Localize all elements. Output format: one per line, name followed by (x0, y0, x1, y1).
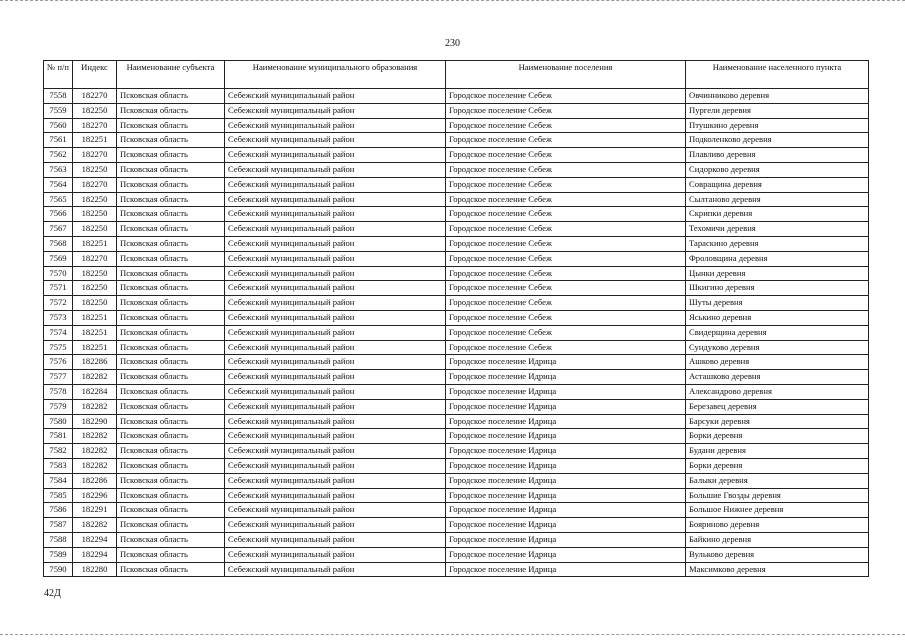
cell-settlement: Городское поселение Себеж (446, 207, 686, 222)
cell-num: 7579 (44, 399, 73, 414)
cell-num: 7569 (44, 251, 73, 266)
cell-locality: Подколенково деревня (686, 133, 869, 148)
cell-num: 7559 (44, 103, 73, 118)
cell-index: 182296 (73, 488, 117, 503)
cell-subject: Псковская область (117, 429, 225, 444)
table-row (44, 547, 869, 562)
cell-index: 182286 (73, 473, 117, 488)
cell-subject: Псковская область (117, 133, 225, 148)
cell-index: 182250 (73, 222, 117, 237)
cell-locality: Березавец деревня (686, 399, 869, 414)
cell-municipality: Себежский муниципальный район (225, 355, 446, 370)
cell-locality: Техомичи деревня (686, 222, 869, 237)
cell-locality: Большое Нижнее деревня (686, 503, 869, 518)
cell-num: 7587 (44, 518, 73, 533)
table-row (44, 488, 869, 503)
cell-locality: Будани деревня (686, 444, 869, 459)
footer-code: 42Д (44, 588, 61, 599)
page-number: 230 (445, 38, 460, 49)
cell-locality: Вульково деревня (686, 547, 869, 562)
cell-subject: Псковская область (117, 399, 225, 414)
cell-municipality: Себежский муниципальный район (225, 236, 446, 251)
cell-settlement: Городское поселение Себеж (446, 162, 686, 177)
table-row (44, 222, 869, 237)
cell-locality: Тараскино деревня (686, 236, 869, 251)
cell-settlement: Городское поселение Себеж (446, 310, 686, 325)
cell-settlement: Городское поселение Себеж (446, 266, 686, 281)
cell-index: 182250 (73, 162, 117, 177)
table-row (44, 429, 869, 444)
table-row (44, 532, 869, 547)
table-row (44, 518, 869, 533)
header-settlement: Наименование поселения (446, 61, 686, 89)
cell-municipality: Себежский муниципальный район (225, 296, 446, 311)
cell-locality: Яськино деревня (686, 310, 869, 325)
cell-settlement: Городское поселение Идрица (446, 414, 686, 429)
cell-settlement: Городское поселение Идрица (446, 384, 686, 399)
cell-locality: Балыки деревня (686, 473, 869, 488)
table-row (44, 251, 869, 266)
cell-municipality: Себежский муниципальный район (225, 222, 446, 237)
cell-settlement: Городское поселение Идрица (446, 503, 686, 518)
table-row (44, 236, 869, 251)
cell-num: 7567 (44, 222, 73, 237)
cell-index: 182251 (73, 325, 117, 340)
cell-subject: Псковская область (117, 296, 225, 311)
cell-municipality: Себежский муниципальный район (225, 192, 446, 207)
cell-locality: Сидорково деревня (686, 162, 869, 177)
cell-locality: Сылтаново деревня (686, 192, 869, 207)
cell-num: 7574 (44, 325, 73, 340)
cell-index: 182250 (73, 192, 117, 207)
header-locality: Наименование населенного пункта (686, 61, 869, 89)
cell-municipality: Себежский муниципальный район (225, 503, 446, 518)
cell-municipality: Себежский муниципальный район (225, 118, 446, 133)
cell-num: 7590 (44, 562, 73, 577)
cell-locality: Барсуки деревня (686, 414, 869, 429)
cell-locality: Асташково деревня (686, 370, 869, 385)
cell-index: 182282 (73, 458, 117, 473)
cell-subject: Псковская область (117, 118, 225, 133)
cell-subject: Псковская область (117, 310, 225, 325)
cell-index: 182282 (73, 429, 117, 444)
scan-edge-bottom (0, 634, 905, 638)
cell-num: 7564 (44, 177, 73, 192)
cell-subject: Псковская область (117, 488, 225, 503)
table-row (44, 177, 869, 192)
cell-num: 7566 (44, 207, 73, 222)
cell-index: 182270 (73, 89, 117, 104)
cell-locality: Пургели деревня (686, 103, 869, 118)
header-subject: Наименование субъекта (117, 61, 225, 89)
cell-subject: Псковская область (117, 414, 225, 429)
cell-index: 182286 (73, 355, 117, 370)
cell-locality: Плавливо деревня (686, 148, 869, 163)
table-row (44, 340, 869, 355)
cell-num: 7581 (44, 429, 73, 444)
table-row (44, 296, 869, 311)
cell-settlement: Городское поселение Идрица (446, 458, 686, 473)
cell-municipality: Себежский муниципальный район (225, 562, 446, 577)
cell-locality: Свидерщина деревня (686, 325, 869, 340)
cell-municipality: Себежский муниципальный район (225, 547, 446, 562)
cell-num: 7576 (44, 355, 73, 370)
cell-subject: Псковская область (117, 162, 225, 177)
table-body (44, 89, 869, 577)
cell-settlement: Городское поселение Идрица (446, 547, 686, 562)
cell-settlement: Городское поселение Себеж (446, 236, 686, 251)
cell-locality: Птушкино деревня (686, 118, 869, 133)
cell-num: 7563 (44, 162, 73, 177)
cell-subject: Псковская область (117, 547, 225, 562)
cell-num: 7572 (44, 296, 73, 311)
cell-municipality: Себежский муниципальный район (225, 458, 446, 473)
cell-municipality: Себежский муниципальный район (225, 444, 446, 459)
cell-locality: Большие Гвозды деревня (686, 488, 869, 503)
cell-subject: Псковская область (117, 370, 225, 385)
cell-settlement: Городское поселение Идрица (446, 429, 686, 444)
cell-subject: Псковская область (117, 355, 225, 370)
cell-locality: Фроловщина деревня (686, 251, 869, 266)
scan-edge-top (0, 0, 905, 4)
cell-index: 182250 (73, 103, 117, 118)
cell-locality: Бояриново деревня (686, 518, 869, 533)
table-row (44, 503, 869, 518)
header-num: № п/п (44, 61, 73, 89)
table-row (44, 384, 869, 399)
cell-settlement: Городское поселение Идрица (446, 355, 686, 370)
cell-subject: Псковская область (117, 458, 225, 473)
cell-municipality: Себежский муниципальный район (225, 518, 446, 533)
cell-municipality: Себежский муниципальный район (225, 429, 446, 444)
cell-num: 7585 (44, 488, 73, 503)
cell-municipality: Себежский муниципальный район (225, 414, 446, 429)
cell-index: 182284 (73, 384, 117, 399)
cell-num: 7558 (44, 89, 73, 104)
cell-num: 7568 (44, 236, 73, 251)
cell-settlement: Городское поселение Себеж (446, 118, 686, 133)
cell-municipality: Себежский муниципальный район (225, 133, 446, 148)
cell-settlement: Городское поселение Идрица (446, 370, 686, 385)
cell-municipality: Себежский муниципальный район (225, 177, 446, 192)
cell-subject: Псковская область (117, 266, 225, 281)
table-row (44, 266, 869, 281)
cell-index: 182251 (73, 310, 117, 325)
cell-subject: Псковская область (117, 281, 225, 296)
cell-municipality: Себежский муниципальный район (225, 325, 446, 340)
cell-municipality: Себежский муниципальный район (225, 340, 446, 355)
cell-settlement: Городское поселение Себеж (446, 325, 686, 340)
cell-num: 7582 (44, 444, 73, 459)
cell-subject: Псковская область (117, 251, 225, 266)
cell-settlement: Городское поселение Идрица (446, 444, 686, 459)
cell-locality: Сундуково деревня (686, 340, 869, 355)
cell-num: 7586 (44, 503, 73, 518)
table-row (44, 325, 869, 340)
cell-index: 182282 (73, 370, 117, 385)
table-row (44, 562, 869, 577)
cell-index: 182291 (73, 503, 117, 518)
table-row (44, 133, 869, 148)
cell-index: 182290 (73, 414, 117, 429)
cell-municipality: Себежский муниципальный район (225, 251, 446, 266)
cell-num: 7571 (44, 281, 73, 296)
cell-num: 7578 (44, 384, 73, 399)
table-row (44, 89, 869, 104)
header-municipality: Наименование муниципального образования (225, 61, 446, 89)
cell-settlement: Городское поселение Себеж (446, 296, 686, 311)
cell-index: 182282 (73, 518, 117, 533)
cell-num: 7589 (44, 547, 73, 562)
cell-subject: Псковская область (117, 444, 225, 459)
cell-locality: Александрово деревня (686, 384, 869, 399)
cell-settlement: Городское поселение Идрица (446, 399, 686, 414)
cell-num: 7588 (44, 532, 73, 547)
cell-settlement: Городское поселение Себеж (446, 340, 686, 355)
cell-subject: Псковская область (117, 148, 225, 163)
cell-num: 7583 (44, 458, 73, 473)
cell-index: 182251 (73, 236, 117, 251)
cell-subject: Псковская область (117, 222, 225, 237)
cell-settlement: Городское поселение Себеж (446, 177, 686, 192)
cell-municipality: Себежский муниципальный район (225, 399, 446, 414)
cell-locality: Шуты деревня (686, 296, 869, 311)
cell-locality: Совращина деревня (686, 177, 869, 192)
cell-municipality: Себежский муниципальный район (225, 310, 446, 325)
cell-settlement: Городское поселение Идрица (446, 562, 686, 577)
cell-num: 7573 (44, 310, 73, 325)
cell-subject: Псковская область (117, 89, 225, 104)
cell-municipality: Себежский муниципальный район (225, 207, 446, 222)
table-row (44, 162, 869, 177)
cell-index: 182294 (73, 532, 117, 547)
cell-locality: Байкино деревня (686, 532, 869, 547)
cell-subject: Псковская область (117, 562, 225, 577)
cell-num: 7560 (44, 118, 73, 133)
cell-municipality: Себежский муниципальный район (225, 89, 446, 104)
table-row (44, 458, 869, 473)
cell-index: 182250 (73, 296, 117, 311)
cell-num: 7575 (44, 340, 73, 355)
cell-subject: Псковская область (117, 503, 225, 518)
cell-municipality: Себежский муниципальный район (225, 384, 446, 399)
cell-locality: Шкигино деревня (686, 281, 869, 296)
cell-municipality: Себежский муниципальный район (225, 103, 446, 118)
cell-index: 182270 (73, 251, 117, 266)
cell-num: 7570 (44, 266, 73, 281)
cell-subject: Псковская область (117, 518, 225, 533)
cell-settlement: Городское поселение Идрица (446, 518, 686, 533)
cell-index: 182282 (73, 444, 117, 459)
cell-municipality: Себежский муниципальный район (225, 488, 446, 503)
cell-locality: Цынки деревня (686, 266, 869, 281)
table-header (44, 61, 869, 89)
cell-municipality: Себежский муниципальный район (225, 473, 446, 488)
cell-municipality: Себежский муниципальный район (225, 532, 446, 547)
cell-settlement: Городское поселение Идрица (446, 473, 686, 488)
table-row (44, 281, 869, 296)
cell-index: 182294 (73, 547, 117, 562)
cell-municipality: Себежский муниципальный район (225, 281, 446, 296)
cell-settlement: Городское поселение Себеж (446, 251, 686, 266)
cell-index: 182282 (73, 399, 117, 414)
cell-locality: Ашково деревня (686, 355, 869, 370)
cell-settlement: Городское поселение Себеж (446, 89, 686, 104)
table-row (44, 355, 869, 370)
table-row (44, 399, 869, 414)
cell-municipality: Себежский муниципальный район (225, 370, 446, 385)
cell-index: 182280 (73, 562, 117, 577)
cell-locality: Борки деревня (686, 429, 869, 444)
cell-subject: Псковская область (117, 473, 225, 488)
cell-num: 7584 (44, 473, 73, 488)
table-row (44, 103, 869, 118)
cell-num: 7562 (44, 148, 73, 163)
cell-locality: Максимково деревня (686, 562, 869, 577)
cell-subject: Псковская область (117, 384, 225, 399)
table-row (44, 207, 869, 222)
cell-subject: Псковская область (117, 532, 225, 547)
header-index: Индекс (73, 61, 117, 89)
table-row (44, 118, 869, 133)
cell-subject: Псковская область (117, 177, 225, 192)
cell-settlement: Городское поселение Себеж (446, 222, 686, 237)
cell-index: 182250 (73, 207, 117, 222)
cell-municipality: Себежский муниципальный район (225, 162, 446, 177)
cell-settlement: Городское поселение Идрица (446, 532, 686, 547)
table-row (44, 370, 869, 385)
cell-subject: Псковская область (117, 325, 225, 340)
cell-locality: Скрипки деревня (686, 207, 869, 222)
cell-num: 7580 (44, 414, 73, 429)
cell-subject: Псковская область (117, 103, 225, 118)
table-row (44, 414, 869, 429)
cell-settlement: Городское поселение Себеж (446, 133, 686, 148)
cell-municipality: Себежский муниципальный район (225, 266, 446, 281)
cell-locality: Овчинниково деревня (686, 89, 869, 104)
table-row (44, 444, 869, 459)
table-row (44, 310, 869, 325)
cell-locality: Борки деревня (686, 458, 869, 473)
cell-index: 182250 (73, 266, 117, 281)
localities-table (43, 60, 869, 577)
cell-subject: Псковская область (117, 192, 225, 207)
cell-subject: Псковская область (117, 207, 225, 222)
cell-settlement: Городское поселение Себеж (446, 281, 686, 296)
header-row (44, 61, 869, 89)
cell-num: 7565 (44, 192, 73, 207)
cell-settlement: Городское поселение Себеж (446, 148, 686, 163)
cell-index: 182250 (73, 281, 117, 296)
cell-index: 182270 (73, 118, 117, 133)
cell-settlement: Городское поселение Себеж (446, 103, 686, 118)
cell-num: 7561 (44, 133, 73, 148)
cell-settlement: Городское поселение Себеж (446, 192, 686, 207)
cell-index: 182270 (73, 148, 117, 163)
table-row (44, 473, 869, 488)
cell-settlement: Городское поселение Идрица (446, 488, 686, 503)
cell-subject: Псковская область (117, 236, 225, 251)
cell-subject: Псковская область (117, 340, 225, 355)
cell-municipality: Себежский муниципальный район (225, 148, 446, 163)
cell-index: 182270 (73, 177, 117, 192)
table-row (44, 148, 869, 163)
cell-index: 182251 (73, 340, 117, 355)
cell-num: 7577 (44, 370, 73, 385)
cell-index: 182251 (73, 133, 117, 148)
table-row (44, 192, 869, 207)
